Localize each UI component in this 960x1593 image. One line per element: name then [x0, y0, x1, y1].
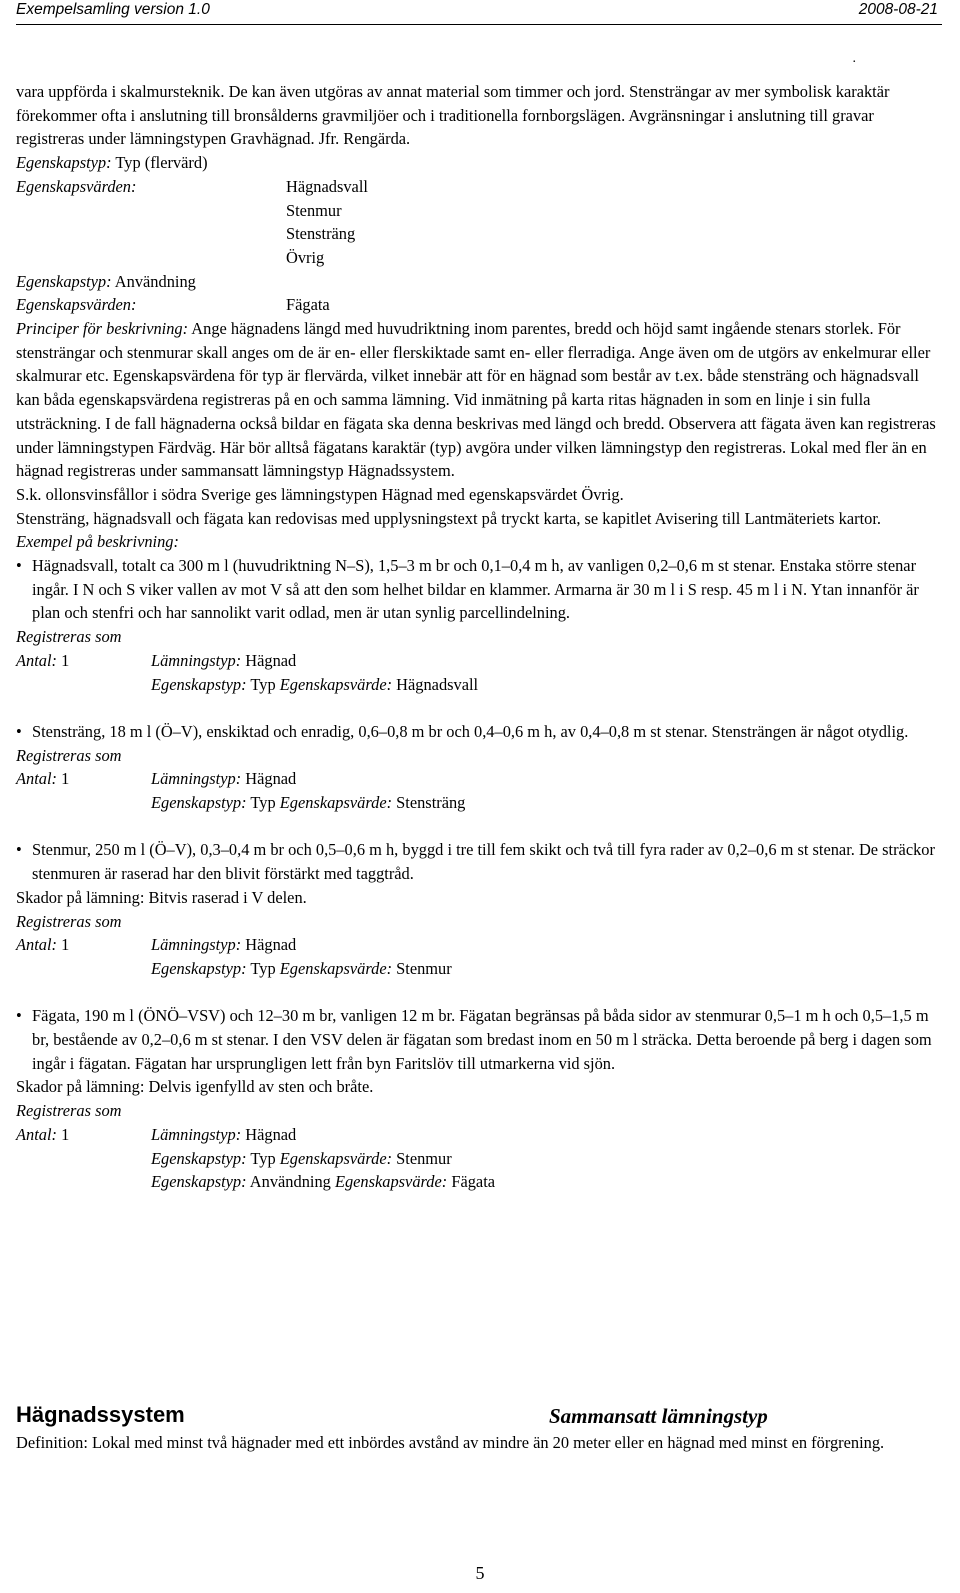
property-type-value: Typ (flervärd) — [115, 153, 208, 173]
property-key-value: Typ — [250, 1148, 276, 1168]
registered-as-label: Registreras som — [16, 1101, 122, 1121]
property-key: Egenskapstyp: — [151, 1148, 247, 1168]
property-line — [16, 673, 946, 697]
count-value: 1 — [61, 1124, 70, 1144]
page-number: 5 — [475, 1563, 485, 1583]
registered-as-label: Registreras som — [16, 627, 122, 647]
header-mark: . — [852, 51, 856, 66]
count-label: Antal: — [16, 935, 57, 955]
property-line — [16, 957, 946, 981]
registered-as-label: Registreras som — [16, 911, 122, 931]
intro-paragraph: vara uppförda i skalmursteknik. De kan även utgöras av annat material som timmer och jord. Stensträngar av mer symbolisk karaktär förekommer ofta i anslutning till bronsålderns gravmiljöer och i traditionella fornborgslägen. Avgränsningar i anslutning till gravar registreras under lämningstypen Gravhägnad. Jfr. Rengärda. — [16, 82, 890, 149]
principles-note: S.k. ollonsvinsfållor i södra Sverige ges lämningstypen Hägnad med egenskapsvärdet Övrig. — [16, 484, 624, 504]
example-block — [16, 1004, 946, 1194]
count-value: 1 — [61, 650, 70, 670]
bullet-icon: • — [16, 1006, 22, 1026]
property-type-label: Egenskapstyp: — [16, 153, 112, 173]
property-value: Stenmur — [286, 200, 342, 220]
property-value-label: Egenskapsvärde: — [279, 958, 393, 978]
property-type-value: Användning — [114, 271, 196, 291]
principles-note: Stensträng, hägnadsvall och fägata kan redovisas med upplysningstext på tryckt karta, se kapitlet Avisering till Lantmäteriets kartor. — [16, 508, 881, 528]
examples-label: Exempel på beskrivning: — [16, 532, 179, 552]
example-block — [16, 720, 946, 815]
example-text: Hägnadsvall, totalt ca 300 m l (huvudriktning N–S), 1,5–3 m br och 0,1–0,4 m h, av vanligen 0,2–0,6 m st stenar. Enstaka större stenar ingår. I N och S viker vallen av mot V så att den som helhet bildar en klammer. Armarna är 30 m l i S resp. 45 m l i N. Ytan innanför är plan och stenfri och har sannolikt varit odlad, men är utan synlig parcellindelning. — [32, 556, 919, 623]
remain-type-label: Lämningstyp: — [151, 650, 242, 670]
property-line — [16, 791, 946, 815]
property-key-value: Typ — [250, 958, 276, 978]
example-block — [16, 838, 946, 980]
property-value: Stensträng — [396, 793, 466, 813]
count-value: 1 — [61, 769, 70, 789]
document-date: 2008-08-21 — [858, 1, 938, 18]
property-value: Stensträng — [286, 224, 356, 244]
example-text: Stensträng, 18 m l (Ö–V), enskiktad och enradig, 0,6–0,8 m br och 0,4–0,6 m h, av 0,4–0,8 m st stenar. Stensträngen är något otydlig. — [32, 721, 909, 741]
property-line — [16, 1147, 946, 1171]
property-usage — [16, 270, 946, 317]
property-values-label: Egenskapsvärden: — [16, 176, 137, 196]
section-heading — [16, 1401, 946, 1429]
property-value-label: Egenskapsvärde: — [279, 793, 393, 813]
registered-as-label: Registreras som — [16, 745, 122, 765]
example-block — [16, 554, 946, 696]
property-key: Egenskapstyp: — [151, 674, 247, 694]
count-label: Antal: — [16, 769, 57, 789]
count-value: 1 — [61, 935, 70, 955]
page-header — [0, 0, 960, 66]
section-type: Sammansatt lämningstyp — [549, 1404, 768, 1428]
bullet-icon: • — [16, 721, 22, 741]
main-content — [16, 80, 946, 1194]
property-line — [16, 1170, 946, 1194]
remain-type-value: Hägnad — [245, 650, 297, 670]
property-value: Fägata — [286, 295, 330, 315]
principles-text: Ange hägnadens längd med huvudriktning inom parentes, bredd och höjd samt ingående stenars storlek. För stensträngar och stenmurar skall anges om de är en- eller flerskiktade samt en- eller flerradiga. Ange även om de utgörs av enkelmurar eller skalmurar etc. Egenskapsvärdena för typ är flervärda, vilket innebär att för en hägnad som består av t.ex. både stensträng och hägnadsvall kan båda egenskapsvärdena registreras på en och samma lämning. Vid inmätning på karta ritas hägnaden in som en linje i sin fulla utsträckning. I de fall hägnaderna också bildar en fägata ska denna beskrivas med längd och bredd. Observera att fägata även kan registreras under lämningstypen Färdväg. Här bör alltså fägatans karaktär (typ) avgöra under vilken lämningstyp den registreras. Lokal med fler än en hägnad registreras under sammansatt lämningstyp Hägnadssystem. — [16, 319, 936, 481]
header-rule — [16, 24, 942, 25]
remain-type-value: Hägnad — [245, 769, 297, 789]
property-values-label: Egenskapsvärden: — [16, 295, 137, 315]
remain-type-label: Lämningstyp: — [151, 1124, 242, 1144]
property-key: Egenskapstyp: — [151, 793, 247, 813]
property-value: Stenmur — [396, 958, 452, 978]
bullet-icon: • — [16, 556, 22, 576]
property-value: Övrig — [286, 247, 325, 267]
count-label: Antal: — [16, 650, 57, 670]
principles-label: Principer för beskrivning: — [16, 319, 189, 339]
remain-type-label: Lämningstyp: — [151, 769, 242, 789]
property-key-value: Användning — [249, 1172, 331, 1192]
property-value-label: Egenskapsvärde: — [279, 674, 393, 694]
property-value: Hägnadsvall — [396, 674, 479, 694]
property-key-value: Typ — [250, 793, 276, 813]
document-version: Exempelsamling version 1.0 — [16, 1, 210, 18]
remain-type-value: Hägnad — [245, 1124, 297, 1144]
property-value: Fägata — [451, 1172, 496, 1192]
example-text: Fägata, 190 m l (ÖNÖ–VSV) och 12–30 m br, vanligen 12 m br. Fägatan begränsas på båda sidor av stenmurar 0,5–1 m h och 0,5–1,5 m br, bestående av 0,2–0,6 m st stenar. I den VSV delen är fägatan som bredast inom en 50 m l sträcka. Detta beroende på berg i dagen som ingår i fägatan. Fägatan har ursprungligen lett från byn Faritslöv till utmarkerna vid sjön. — [32, 1006, 932, 1073]
property-value: Hägnadsvall — [286, 176, 368, 196]
property-value-label: Egenskapsvärde: — [334, 1172, 448, 1192]
remain-type-label: Lämningstyp: — [151, 935, 242, 955]
example-text: Stenmur, 250 m l (Ö–V), 0,3–0,4 m br och 0,5–0,6 m h, byggd i tre till fem skikt och två till fyra rader av 0,2–0,6 m st stenar. De sträckor stenmuren är raserad har den blivit förstärkt med taggtråd. — [32, 840, 935, 884]
property-type-label: Egenskapstyp: — [16, 271, 112, 291]
property-value: Stenmur — [396, 1148, 452, 1168]
property-key: Egenskapstyp: — [151, 958, 247, 978]
section-title: Hägnadssystem — [16, 1402, 185, 1427]
remain-type-value: Hägnad — [245, 935, 297, 955]
bullet-icon: • — [16, 840, 22, 860]
property-value-label: Egenskapsvärde: — [279, 1148, 393, 1168]
damage-note: Skador på lämning: Bitvis raserad i V delen. — [16, 887, 307, 907]
principles-paragraph — [16, 317, 946, 483]
count-label: Antal: — [16, 1124, 57, 1144]
damage-note: Skador på lämning: Delvis igenfylld av sten och bråte. — [16, 1077, 374, 1097]
section-definition: Definition: Lokal med minst två hägnader med ett inbördes avstånd av mindre än 20 meter eller en hägnad med minst en förgrening. — [16, 1433, 885, 1452]
property-key: Egenskapstyp: — [151, 1172, 247, 1192]
property-key-value: Typ — [250, 674, 276, 694]
property-type — [16, 151, 946, 270]
